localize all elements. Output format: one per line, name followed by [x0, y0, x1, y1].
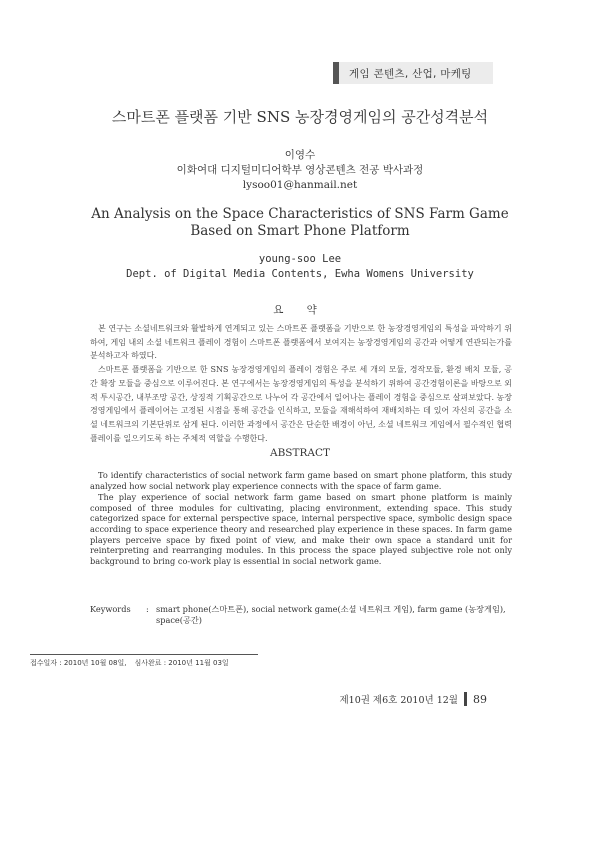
paper-title-korean: 스마트폰 플랫폼 기반 SNS 농장경영게임의 공간성격분석	[111, 108, 489, 126]
page-footer	[339, 692, 487, 706]
section-tag-label: 게임 콘텐츠, 산업, 마케팅	[349, 67, 472, 80]
keywords-colon: :	[146, 604, 149, 614]
author-affiliation-english: Dept. of Digital Media Contents, Ewha Womens University	[126, 268, 474, 280]
author-block-korean	[0, 148, 600, 193]
accepted-date: 심사완료 : 2010년 11월 03일	[134, 659, 229, 667]
author-name-korean: 이영수	[284, 149, 316, 161]
abstract-heading: ABSTRACT	[269, 447, 331, 459]
author-block-english	[0, 252, 600, 282]
section-tag-bar	[333, 62, 339, 84]
summary-heading-korean: 요 약	[273, 304, 327, 316]
paper-title-english-line1: An Analysis on the Space Characteristics of SNS Farm Game	[91, 206, 509, 222]
author-affiliation-korean: 이화여대 디지털미디어학부 영상콘텐츠 전공 박사과정	[176, 164, 424, 176]
abstract-paragraph: To identify characteristics of social network farm game based on smart phone platform, this study analyzed how social network play experience connects with the space of farm game.	[90, 470, 512, 491]
abstract-body	[90, 470, 512, 567]
page-number-bar	[464, 692, 467, 706]
summary-body-korean	[90, 322, 512, 445]
author-name-english: young-soo Lee	[258, 253, 342, 265]
keywords	[90, 604, 512, 626]
page-number: 89	[473, 692, 487, 706]
abstract-paragraph: The play experience of social network farm game based on smart phone platform is mainly composed of three modules for cultivating, placing environment, extending space. This study categorized space for external perspective space, internal perspective space, symbolic design space according to space experience theory and researched play experience in these spaces. In farm game players perceive space by fixed point of view, and make their own space a standard unit for reinterpreting and rearranging modules. In this process the space played subjective role not only background to bring co-work play is essential in social network game.	[90, 492, 512, 566]
summary-paragraph: 스마트폰 플랫폼을 기반으로 한 SNS 농장경영게임의 플레이 경험은 주로 세 개의 모듈, 경작모듈, 환경 배치 모듈, 공간 확장 모듈을 중심으로 이루어진다. 본 연구에서는 농장경영게임의 특성을 분석하기 위하여 공간경험이론을 바탕으로 외적 투시공간, 내부조망 공간, 상징적 기획공간으로 나누어 각 공간에서 일어나는 플레이 경험을 중심으로 살펴보았다. 농장경영게임에서 플레이어는 고정된 시점을 통해 공간을 인식하고, 모듈을 재해석하여 재배치하는 데 있어 자신의 공간을 소셜 네트워크의 기본단위로 삼게 된다. 이러한 과정에서 공간은 단순한 배경이 아닌, 소셜 네트워크 게임에서 필수적인 협력 플레이를 일으키도록 하는 주체적 역할을 수행한다.	[90, 365, 512, 443]
keywords-text: smart phone(스마트폰), social network game(소셜 네트워크 게임), farm game (농장게임), space(공간)	[156, 604, 506, 625]
section-tag	[333, 62, 493, 84]
footnote-dates	[30, 658, 229, 668]
paper-title-english	[0, 206, 600, 240]
paper-title-english-line2: Based on Smart Phone Platform	[190, 223, 410, 239]
received-date: 접수일자 : 2010년 10월 08일,	[30, 659, 127, 667]
footnote-divider	[30, 654, 258, 655]
keywords-label: Keywords	[90, 604, 131, 614]
journal-issue: 제10권 제6호 2010년 12월	[339, 695, 458, 706]
author-email: lysoo01@hanmail.net	[242, 179, 358, 191]
summary-paragraph: 본 연구는 소셜네트워크와 활발하게 연계되고 있는 스마트폰 플랫폼을 기반으로 한 농장경영게임의 특성을 파악하기 위하여, 게임 내의 소셜 네트워크 플레이 경험이 스마트폰 플랫폼에서 보여지는 농장경영게임의 공간과 어떻게 연관되는가를 분석하고자 하였다.	[90, 324, 512, 361]
